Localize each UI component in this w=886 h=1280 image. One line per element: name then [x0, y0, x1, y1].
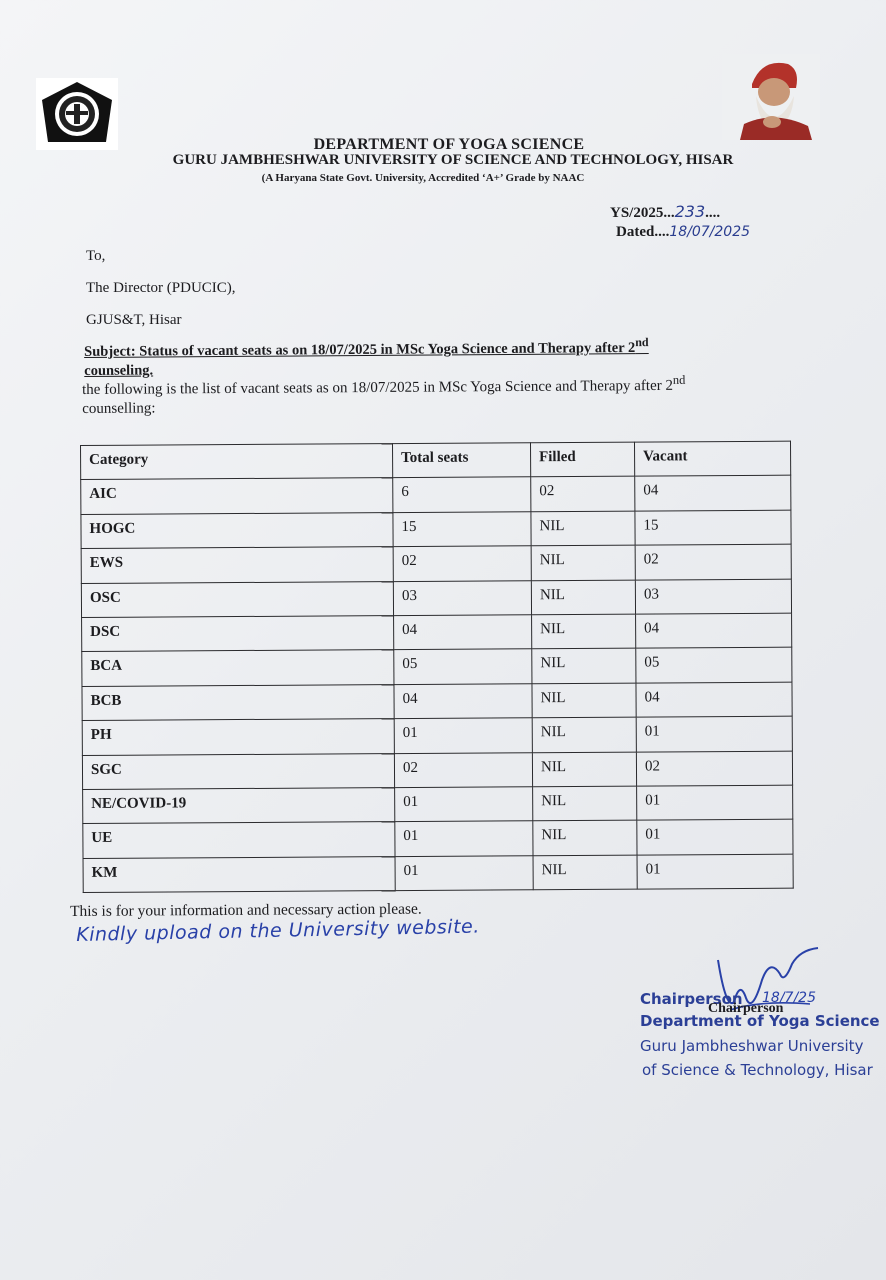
row-filled: NIL: [531, 580, 635, 615]
row-filled: NIL: [531, 511, 635, 546]
row-vacant: 01: [637, 785, 793, 820]
header-filled: Filled: [530, 442, 634, 477]
row-category: BCA: [82, 650, 394, 686]
row-vacant: 05: [636, 647, 792, 682]
row-filled: NIL: [531, 545, 635, 580]
row-total: 02: [393, 546, 531, 581]
handwritten-note: Kindly upload on the University website.: [76, 915, 480, 946]
subject-text: Subject: Status of vacant seats as on 18/07/2025 in MSc Yoga Science and Therapy after 2: [84, 339, 636, 360]
table-row: [82, 751, 792, 790]
reference-label: YS/2025...: [610, 205, 675, 221]
row-filled: NIL: [532, 648, 636, 683]
date-handwritten-value: 18/07/2025: [669, 224, 751, 240]
reference-tail: ....: [705, 205, 721, 221]
row-category: UE: [83, 822, 395, 858]
table-row: [82, 613, 792, 652]
reference-handwritten-number: 233: [674, 202, 706, 221]
row-total: 01: [395, 787, 533, 822]
body-superscript: nd: [672, 372, 686, 387]
table-row: [82, 716, 792, 755]
table-header-row: [81, 441, 791, 480]
row-vacant: 01: [636, 716, 792, 751]
subject-tail: counseling.: [84, 362, 154, 379]
table-row: [81, 544, 791, 583]
stamp-department: Department of Yoga Science: [640, 1012, 880, 1030]
row-vacant: 04: [635, 476, 791, 511]
accreditation-line: (A Haryana State Govt. University, Accredited ‘A+’ Grade by NAAC: [261, 172, 585, 184]
row-filled: NIL: [533, 786, 637, 821]
row-category: DSC: [82, 616, 394, 652]
row-filled: 02: [531, 477, 635, 512]
body-tail: counselling:: [82, 400, 156, 417]
university-heading: GURU JAMBHESHWAR UNIVERSITY OF SCIENCE AND TECHNOLOGY, HISAR: [172, 152, 734, 168]
row-total: 01: [395, 821, 533, 856]
row-total: 02: [394, 752, 532, 787]
row-vacant: 03: [635, 579, 791, 614]
row-category: SGC: [82, 753, 394, 789]
address-recipient: The Director (PDUCIC),: [86, 280, 236, 296]
guru-portrait-icon: [722, 54, 820, 140]
row-vacant: 04: [636, 682, 792, 717]
address-to: To,: [86, 248, 106, 264]
row-total: 15: [393, 512, 531, 547]
table-row: [81, 476, 791, 515]
table-row: [83, 854, 793, 893]
row-vacant: 02: [636, 751, 792, 786]
row-vacant: 04: [636, 613, 792, 648]
row-filled: NIL: [533, 855, 637, 890]
header-vacant: Vacant: [634, 441, 790, 476]
department-heading: DEPARTMENT OF YOGA SCIENCE: [313, 136, 585, 153]
closing-line: This is for your information and necessary action please.: [70, 900, 422, 920]
subject-superscript: nd: [635, 335, 649, 350]
reference-number: [610, 202, 720, 222]
row-total: 04: [394, 683, 532, 718]
row-category: OSC: [81, 581, 393, 617]
body-paragraph: [82, 370, 782, 419]
row-total: 01: [395, 855, 533, 890]
table-row: [81, 510, 791, 549]
row-total: 6: [393, 477, 531, 512]
row-category: PH: [82, 719, 394, 755]
row-vacant: 02: [635, 544, 791, 579]
row-filled: NIL: [532, 683, 636, 718]
table-row: [82, 682, 792, 721]
signature-date: 18/7/25: [762, 990, 816, 1006]
table-row: [83, 819, 793, 858]
row-filled: NIL: [532, 717, 636, 752]
row-category: BCB: [82, 684, 394, 720]
header-total-seats: Total seats: [392, 443, 530, 478]
header-category: Category: [81, 444, 393, 480]
row-vacant: 01: [637, 819, 793, 854]
vacant-seats-table: [80, 441, 794, 893]
row-total: 05: [394, 649, 532, 684]
table-row: [83, 785, 793, 824]
body-text: the following is the list of vacant seats as on 18/07/2025 in MSc Yoga Science and Therapy after 2: [82, 377, 674, 398]
stamp-university: Guru Jambheshwar University: [640, 1037, 864, 1055]
date-label: Dated....: [616, 224, 670, 240]
row-total: 01: [394, 718, 532, 753]
table-row: [82, 647, 792, 686]
row-filled: NIL: [532, 614, 636, 649]
letter-date: [616, 224, 750, 241]
row-filled: NIL: [533, 820, 637, 855]
address-location: GJUS&T, Hisar: [86, 312, 182, 328]
typed-chairperson: Chairperson: [708, 1001, 784, 1016]
stamp-title: Chairperson: [640, 990, 743, 1008]
row-category: AIC: [81, 478, 393, 514]
row-vacant: 15: [635, 510, 791, 545]
row-total: 04: [394, 615, 532, 650]
row-total: 03: [393, 580, 531, 615]
row-category: HOGC: [81, 512, 393, 548]
row-category: NE/COVID-19: [83, 787, 395, 823]
stamp-institute: of Science & Technology, Hisar: [642, 1061, 873, 1079]
table-row: [81, 579, 791, 618]
row-category: EWS: [81, 547, 393, 583]
row-category: KM: [83, 856, 395, 892]
row-filled: NIL: [532, 752, 636, 787]
row-vacant: 01: [637, 854, 793, 889]
